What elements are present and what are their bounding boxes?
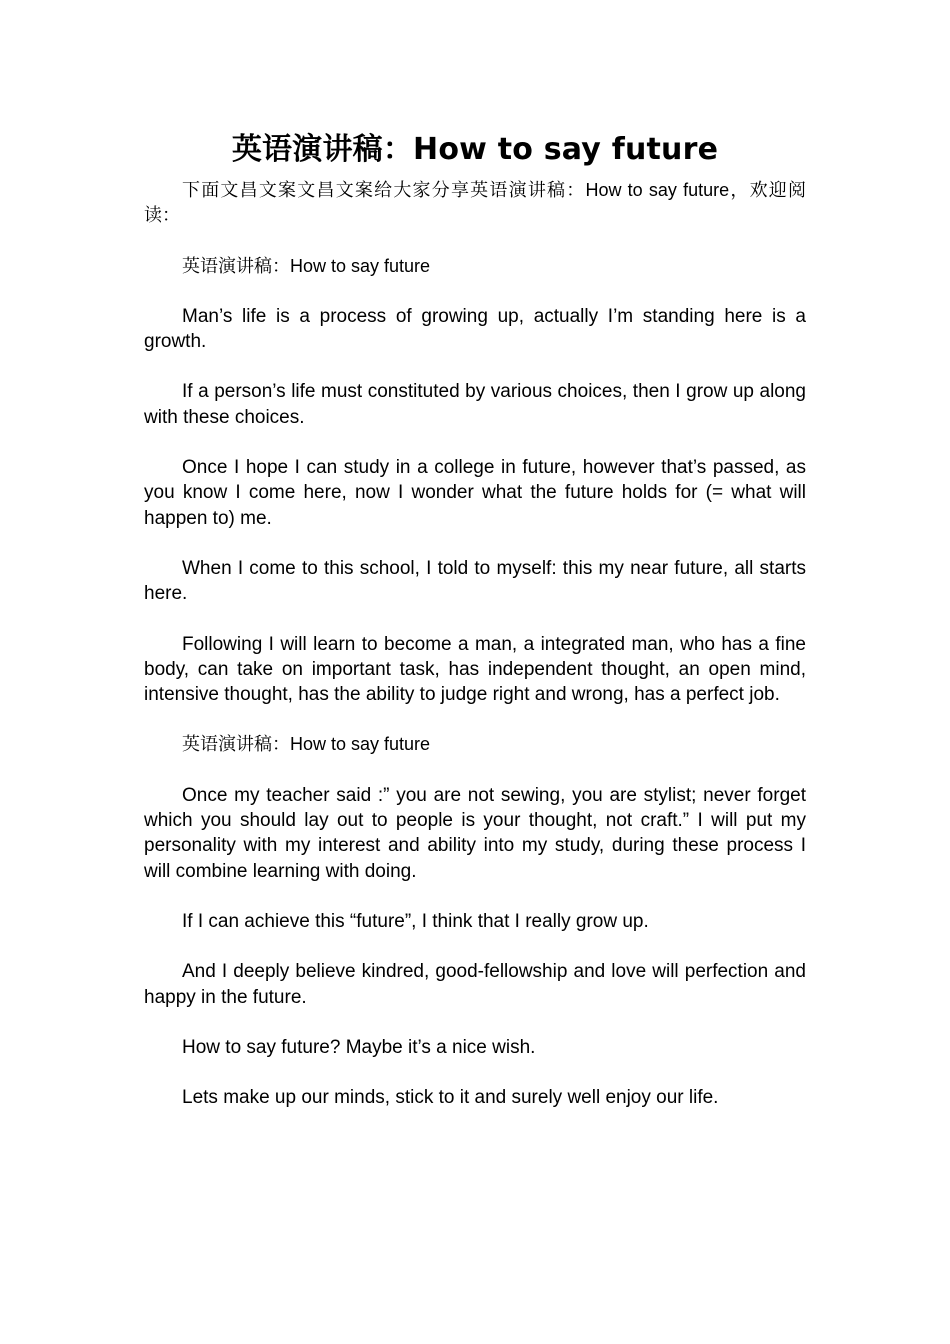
body-paragraph: Man’s life is a process of growing up, actually I’m standing here is a growth. <box>144 305 806 353</box>
body-paragraph: When I come to this school, I told to myself: this my near future, all starts here. <box>144 557 806 605</box>
body-paragraph: Once my teacher said :” you are not sewing, you are stylist; never forget which you should lay out to people is your thought, not craft.” I will put my personality with my interest and ability into my study, during these process I will combine learning with doing. <box>144 784 806 882</box>
body-paragraph: And I deeply believe kindred, good-fellowship and love will perfection and happy in the future. <box>144 961 806 1008</box>
section-heading: 英语演讲稿：How to say future <box>182 255 431 276</box>
intro-paragraph: 下面文昌文案文昌文案给大家分享英语演讲稿：How to say future，欢迎阅读： <box>144 180 806 226</box>
body-paragraph: How to say future? Maybe it’s a nice wish. <box>182 1036 536 1058</box>
document-title: 英语演讲稿：How to say future <box>231 132 719 167</box>
body-paragraph: If a person’s life must constituted by various choices, then I grow up along with these choices. <box>144 381 806 428</box>
body-paragraph: If I can achieve this “future”, I think that I really grow up. <box>182 910 649 932</box>
body-paragraph: Following I will learn to become a man, a integrated man, who has a fine body, can take on important task, has independent thought, an open mind, intensive thought, has the ability to judge right and wrong, has a perfect job. <box>144 633 806 706</box>
document-page <box>144 128 806 1135</box>
section-heading: 英语演讲稿：How to say future <box>182 734 431 755</box>
body-paragraph: Lets make up our minds, stick to it and surely well enjoy our life. <box>182 1087 719 1109</box>
body-paragraph: Once I hope I can study in a college in future, however that’s passed, as you know I come here, now I wonder what the future holds for (= what will happen to) me. <box>144 457 806 529</box>
